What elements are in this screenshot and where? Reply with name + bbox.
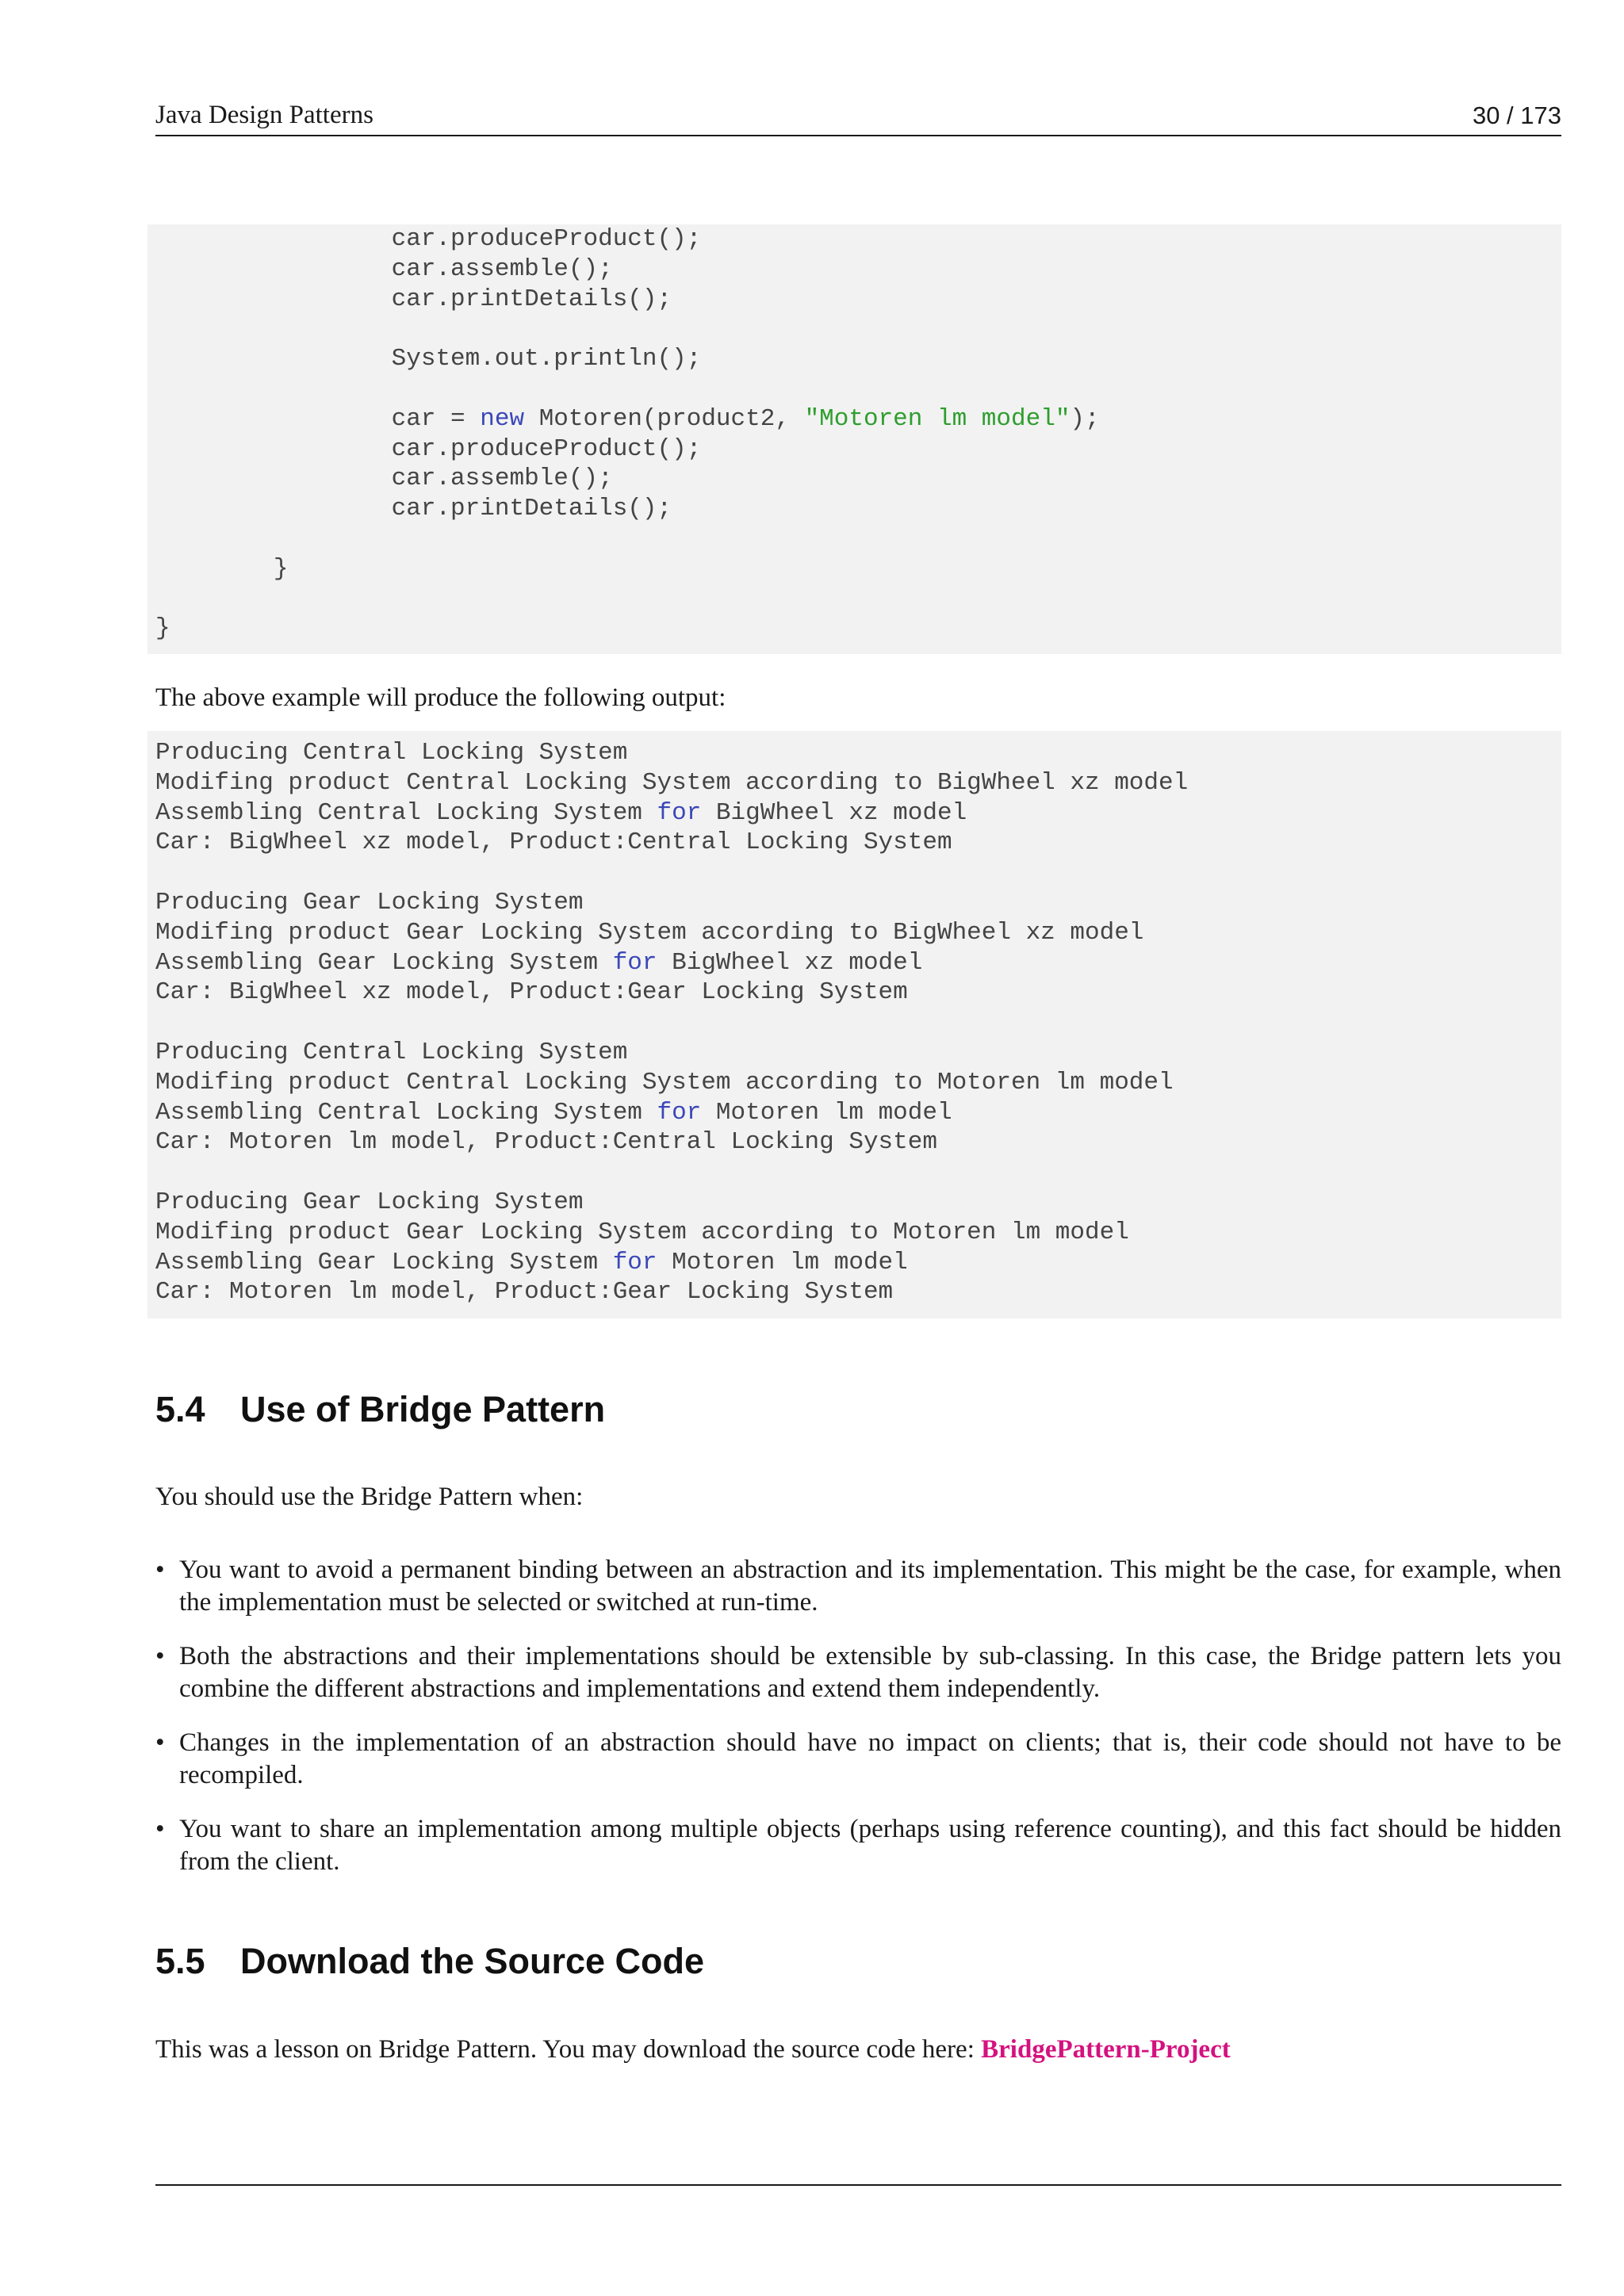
- code-text: Producing Central Locking System: [155, 739, 628, 767]
- list-item-text: Both the abstractions and their implementations should be extensible by sub-classing. In this case, the Bridge pattern lets you combine the different abstractions and implementations and extend them independently.: [179, 1642, 1561, 1703]
- code-line: [155, 344, 1553, 374]
- list-item-text: You want to share an implementation among multiple objects (perhaps using reference counting), and this fact should be hidden from the client.: [179, 1815, 1561, 1876]
- code-block-program-output: [147, 731, 1561, 1318]
- code-keyword: new: [480, 404, 525, 433]
- bullet-icon: •: [155, 1728, 165, 1757]
- code-line: [155, 858, 1553, 888]
- code-text: Motoren(product2,: [524, 404, 805, 433]
- code-line: [155, 1218, 1553, 1248]
- code-keyword: for: [612, 1248, 657, 1276]
- code-text: car =: [155, 404, 481, 433]
- code-text: Assembling Central Locking System: [155, 1098, 657, 1127]
- list-item: [155, 1640, 1561, 1705]
- list-item-text: Changes in the implementation of an abstraction should have no impact on clients; that is, their code should not have to be recompiled.: [179, 1728, 1561, 1789]
- code-line: [155, 285, 1553, 315]
- code-line: [155, 614, 1553, 644]
- footer-divider: [155, 2184, 1561, 2186]
- code-text: car.produceProduct();: [155, 434, 702, 463]
- code-text: Modifing product Gear Locking System according to BigWheel xz model: [155, 918, 1144, 947]
- code-line: [155, 1158, 1553, 1188]
- code-line: [155, 434, 1553, 465]
- code-text: Assembling Gear Locking System: [155, 948, 613, 977]
- code-text: }: [155, 554, 289, 583]
- code-text: Motoren lm model: [701, 1098, 952, 1127]
- document-title: Java Design Patterns: [155, 101, 373, 129]
- code-text: Car: BigWheel xz model, Product:Central Locking System: [155, 828, 952, 857]
- code-text: Car: Motoren lm model, Product:Gear Locking System: [155, 1278, 894, 1307]
- code-block-main-method: [147, 224, 1561, 654]
- output-intro-text: The above example will produce the following output:: [155, 683, 726, 712]
- bridge-usage-list: [155, 1554, 1561, 1900]
- code-line: [155, 1127, 1553, 1158]
- code-line: [155, 768, 1553, 798]
- list-item: [155, 1727, 1561, 1792]
- section-title: Download the Source Code: [240, 1941, 705, 1981]
- code-text: }: [155, 614, 170, 643]
- page-number: 30 / 173: [1472, 101, 1561, 129]
- code-line: [155, 404, 1553, 434]
- code-line: [155, 828, 1553, 858]
- code-text: BigWheel xz model: [657, 948, 923, 977]
- code-text: Car: Motoren lm model, Product:Central Locking System: [155, 1128, 937, 1157]
- code-line: [155, 254, 1553, 285]
- section-title: Use of Bridge Pattern: [240, 1389, 606, 1429]
- page-header: [155, 95, 1561, 136]
- section-heading-5-4: [155, 1389, 605, 1430]
- code-keyword: for: [657, 798, 702, 827]
- code-line: [155, 1098, 1553, 1128]
- code-text: BigWheel xz model: [701, 798, 967, 827]
- code-text: car.assemble();: [155, 465, 613, 493]
- code-line: [155, 1038, 1553, 1068]
- section-heading-5-5: [155, 1941, 704, 1982]
- code-text: car.produceProduct();: [155, 225, 702, 253]
- code-string: "Motoren lm model": [804, 404, 1071, 433]
- code-text: Motoren lm model: [657, 1248, 908, 1276]
- section-number: 5.5: [155, 1941, 205, 1981]
- bullet-icon: •: [155, 1815, 165, 1843]
- code-line: [155, 374, 1553, 404]
- code-text: Producing Gear Locking System: [155, 1188, 584, 1216]
- code-line: [155, 584, 1553, 614]
- code-line: [155, 314, 1553, 344]
- code-text: car.assemble();: [155, 254, 613, 283]
- code-line: [155, 1248, 1553, 1278]
- code-text: car.printDetails();: [155, 495, 672, 523]
- code-line: [155, 978, 1553, 1008]
- code-line: [155, 1277, 1553, 1307]
- code-line: [155, 554, 1553, 584]
- download-source-link[interactable]: BridgePattern-Project: [981, 2035, 1231, 2064]
- code-line: [155, 224, 1553, 254]
- code-line: [155, 464, 1553, 494]
- download-text: This was a lesson on Bridge Pattern. You may download the source code here:: [155, 2035, 982, 2064]
- code-text: System.out.println();: [155, 345, 702, 373]
- code-line: [155, 888, 1553, 918]
- code-line: [155, 738, 1553, 768]
- code-text: Producing Central Locking System: [155, 1038, 628, 1066]
- code-line: [155, 948, 1553, 978]
- code-text: Car: BigWheel xz model, Product:Gear Locking System: [155, 978, 908, 1007]
- code-text: Producing Gear Locking System: [155, 888, 584, 916]
- section-5-4-intro: You should use the Bridge Pattern when:: [155, 1483, 584, 1511]
- download-paragraph: [155, 2034, 1561, 2066]
- code-keyword: for: [612, 948, 657, 977]
- code-line: [155, 1068, 1553, 1098]
- code-line: [155, 1188, 1553, 1218]
- code-line: [155, 494, 1553, 524]
- code-text: Assembling Gear Locking System: [155, 1248, 613, 1276]
- code-text: car.printDetails();: [155, 285, 672, 313]
- list-item: [155, 1813, 1561, 1878]
- code-text: Modifing product Central Locking System according to Motoren lm model: [155, 1068, 1174, 1096]
- code-line: [155, 1008, 1553, 1038]
- list-item: [155, 1554, 1561, 1619]
- code-text: Assembling Central Locking System: [155, 798, 657, 827]
- code-line: [155, 918, 1553, 948]
- code-text: Modifing product Central Locking System according to BigWheel xz model: [155, 768, 1189, 797]
- code-line: [155, 798, 1553, 828]
- bullet-icon: •: [155, 1642, 165, 1670]
- list-item-text: You want to avoid a permanent binding between an abstraction and its implementation. This might be the case, for example, when the implementation must be selected or switched at run-time.: [179, 1556, 1561, 1617]
- code-line: [155, 524, 1553, 554]
- code-keyword: for: [657, 1098, 702, 1127]
- section-number: 5.4: [155, 1389, 205, 1429]
- code-text: Modifing product Gear Locking System according to Motoren lm model: [155, 1218, 1129, 1246]
- code-text: );: [1070, 404, 1100, 433]
- bullet-icon: •: [155, 1556, 165, 1584]
